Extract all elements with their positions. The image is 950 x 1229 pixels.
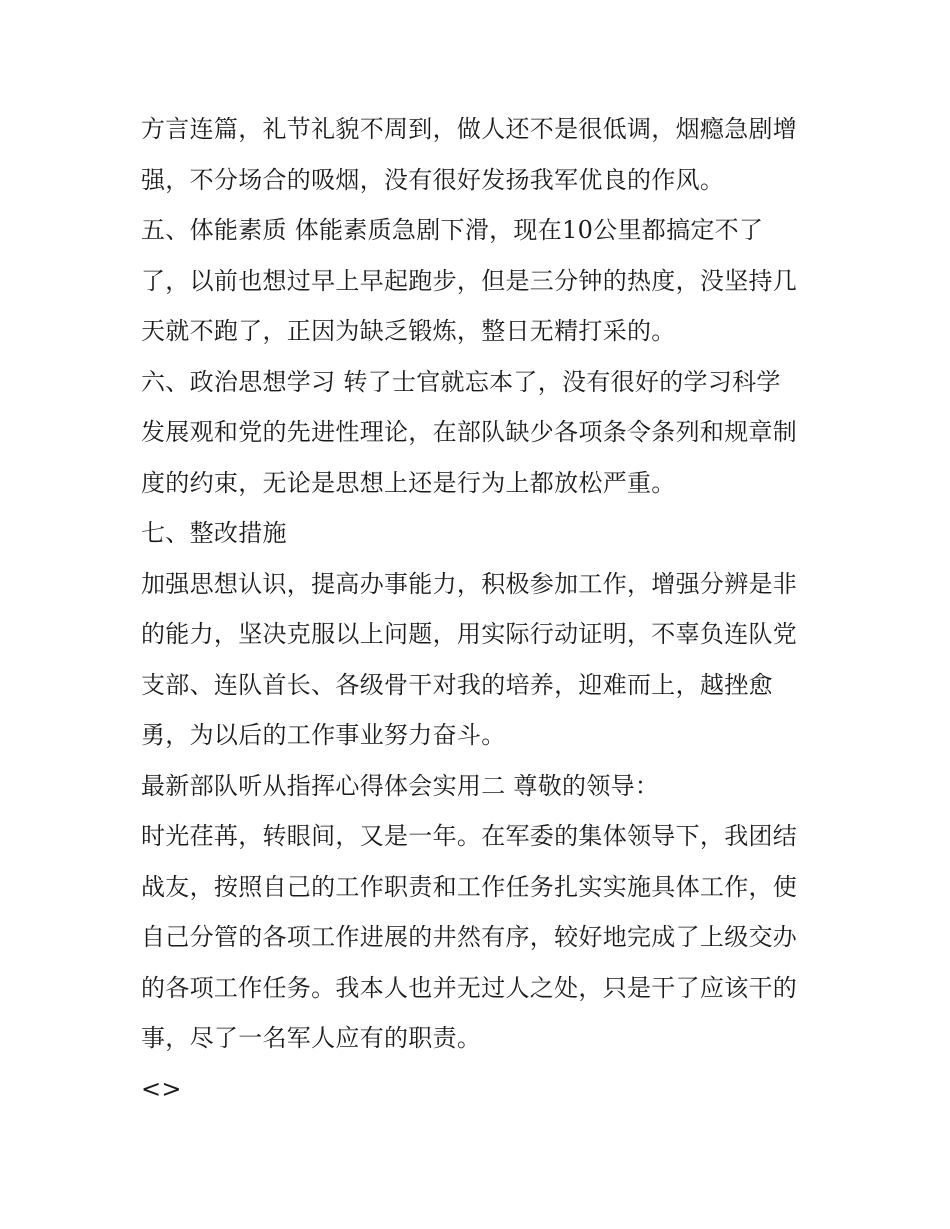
text-line: 自己分管的各项工作进展的井然有序，较好地完成了上级交办 [141, 923, 798, 951]
text-line: 强，不分场合的吸烟，没有很好发扬我军优良的作风。 [141, 165, 725, 194]
text-line: 的能力，坚决克服以上问题，用实际行动证明，不辜负连队党 [141, 620, 798, 648]
text-line: 时光荏苒，转眼间，又是一年。在军委的集体领导下，我团结 [141, 822, 798, 850]
text-line: 事，尽了一名军人应有的职责。 [141, 1024, 482, 1052]
section-heading-measures: 七、整改措施 [141, 519, 287, 547]
text-line: 加强思想认识，提高办事能力，积极参加工作，增强分辨是非 [141, 569, 798, 598]
article-title: 最新部队听从指挥心得体会实用二 尊敬的领导： [141, 771, 660, 800]
text-line: 天就不跑了，正因为缺乏锻炼，整日无精打采的。 [141, 317, 676, 345]
section-heading-physical: 五、体能素质 体能素质急剧下滑，现在10公里都搞定不了 [141, 216, 764, 244]
text-line: 支部、连队首长、各级骨干对我的培养，迎难而上，越挫愈 [141, 670, 773, 699]
text-line: 方言连篇，礼节礼貌不周到，做人还不是很低调，烟瘾急剧增 [141, 115, 798, 143]
trailing-marker: <> [141, 1074, 182, 1103]
text-line: 了，以前也想过早上早起跑步，但是三分钟的热度，没坚持几 [141, 266, 798, 295]
section-heading-political: 六、政治思想学习 转了士官就忘本了，没有很好的学习科学 [141, 367, 781, 396]
document-body [141, 104, 821, 1114]
text-line: 发展观和党的先进性理论，在部队缺少各项条令条列和规章制 [141, 418, 798, 446]
text-line: 的各项工作任务。我本人也并无过人之处，只是干了应该干的 [141, 973, 798, 1002]
text-line: 勇，为以后的工作事业努力奋斗。 [141, 721, 506, 749]
text-line: 战友，按照自己的工作职责和工作任务扎实实施具体工作，使 [141, 872, 798, 901]
text-line: 度的约束，无论是思想上还是行为上都放松严重。 [141, 468, 676, 497]
